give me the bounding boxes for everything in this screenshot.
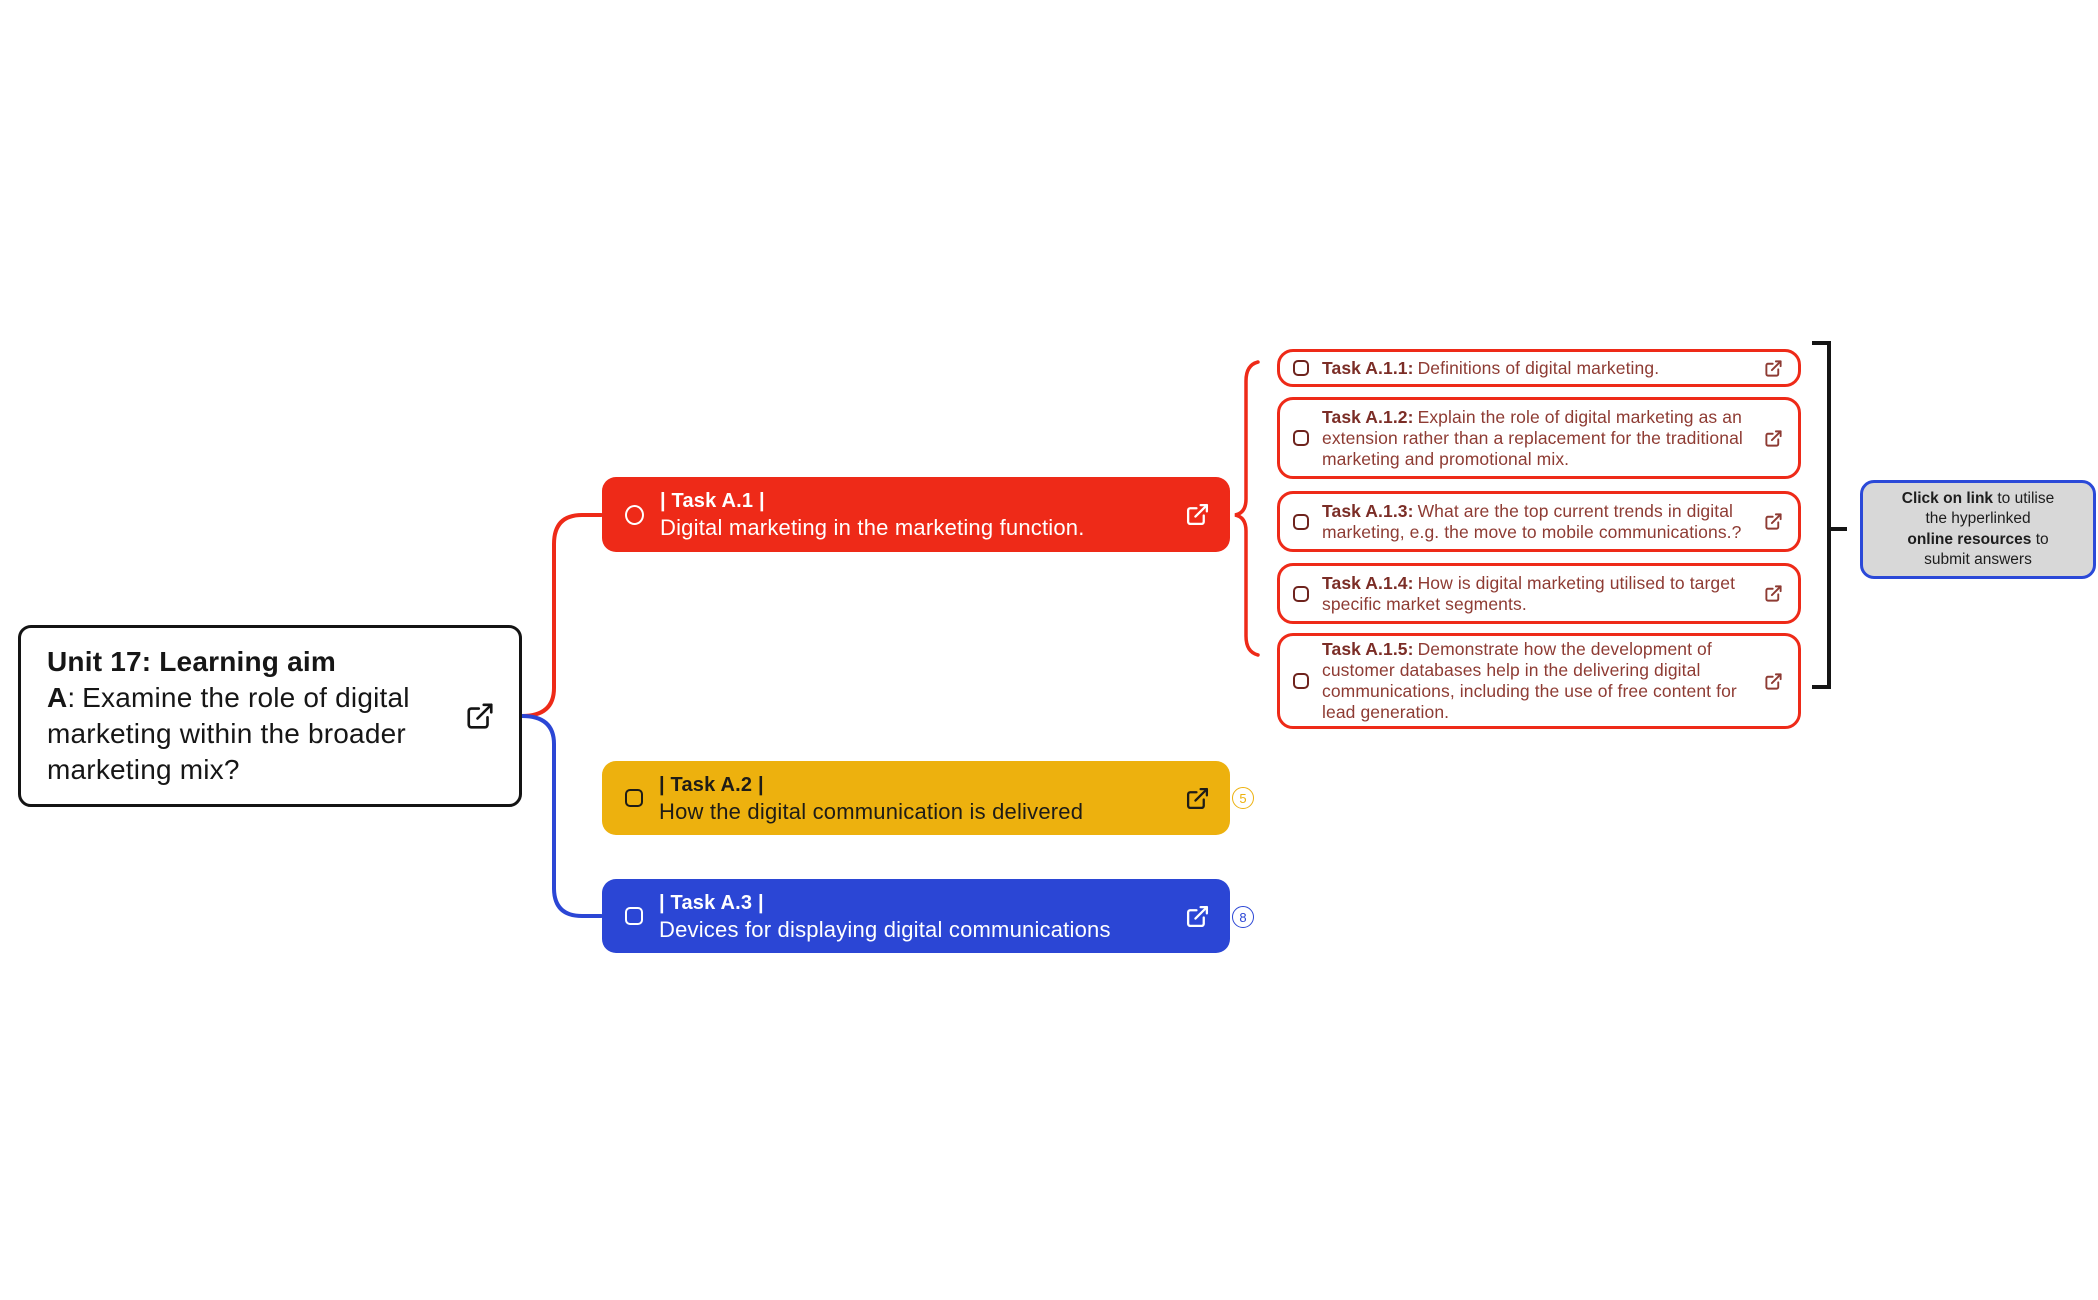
square-checkbox-icon[interactable] [625,789,643,807]
connector-root-to-task-a1 [522,515,601,716]
root-node[interactable] [18,625,522,807]
subtask-a13-body: What are the top current trends in digital marketing, e.g. the move to mobile communications.? [1322,500,1742,542]
task-a2-title: How the digital communication is delivered [659,798,1084,824]
external-link-icon[interactable] [1764,429,1783,448]
task-a3-title: Devices for displaying digital communications [659,916,1111,942]
square-checkbox-icon[interactable] [1293,673,1309,689]
subtask-node-a15[interactable] [1277,633,1801,729]
root-node-text [47,644,429,788]
root-question: Examine the role of digital marketing within the broader marketing mix? [47,682,410,785]
task-a3-label: | Task A.3 | [659,891,764,914]
collapsed-count-badge[interactable]: 5 [1232,787,1254,809]
collapsed-count-badge[interactable]: 8 [1232,906,1254,928]
subtask-a15-label: Task A.1.5: [1322,639,1414,659]
square-checkbox-icon[interactable] [1293,430,1309,446]
task-node-a1[interactable] [602,477,1230,552]
note-box[interactable] [1860,480,2096,579]
subtask-a13-label: Task A.1.3: [1322,500,1414,521]
note-line: the hyperlinked [1925,510,2031,527]
connector-root-to-task-a3 [522,716,601,916]
external-link-icon[interactable] [1185,502,1210,527]
subtask-node-a11[interactable] [1277,349,1801,387]
subtask-node-a12[interactable] [1277,397,1801,479]
square-checkbox-icon[interactable] [1293,586,1309,602]
subtask-node-a13[interactable] [1277,491,1801,552]
square-checkbox-icon[interactable] [625,907,643,925]
task-a3-text [659,890,1111,943]
note-line: submit answers [1924,551,2032,568]
external-link-icon[interactable] [465,701,495,731]
task-a2-label: | Task A.2 | [659,773,764,796]
task-a1-label: | Task A.1 | [660,490,765,512]
subtask-a14-label: Task A.1.4: [1322,572,1414,593]
subtask-a14-text [1322,573,1751,615]
subtask-a11-body: Definitions of digital marketing. [1417,357,1660,378]
task-a2-text [659,772,1083,825]
external-link-icon[interactable] [1764,359,1783,378]
subtask-node-a14[interactable] [1277,563,1801,624]
note-line: online resources to [1907,530,2049,548]
task-node-a2[interactable] [602,761,1230,835]
external-link-icon[interactable] [1764,512,1783,531]
root-title-colon: : [67,682,76,713]
external-link-icon[interactable] [1764,672,1783,691]
task-a1-title: Digital marketing in the marketing function. [660,515,1085,540]
subtask-a11-label: Task A.1.1: [1322,357,1414,378]
external-link-icon[interactable] [1764,584,1783,603]
subtask-a13-text [1322,501,1751,543]
note-line: Click on link to utilise [1901,489,2055,507]
root-title: Unit 17: Learning aim A [47,646,336,713]
subtask-a12-text [1322,407,1751,470]
external-link-icon[interactable] [1185,904,1210,929]
square-checkbox-icon[interactable] [1293,360,1309,376]
circle-checkbox-icon[interactable] [625,505,644,525]
subtask-a12-body: Explain the role of digital marketing as an extension rather than a replacement for the traditional marketing and promotional mix. [1322,406,1743,469]
external-link-icon[interactable] [1185,786,1210,811]
task-node-a3[interactable] [602,879,1230,953]
task-a1-text [660,488,1085,541]
subtask-a12-label: Task A.1.2: [1322,406,1414,427]
bracket-subtasks-to-note [1812,343,1847,687]
subtask-a14-body: How is digital marketing utilised to target specific market segments. [1322,572,1736,614]
brace-task-a1-to-subtasks [1235,362,1258,655]
subtask-a15-body: Demonstrate how the development of customer databases help in the delivering digital communications, including the use of free content for lead generation. [1322,639,1737,722]
square-checkbox-icon[interactable] [1293,514,1309,530]
subtask-a11-text [1322,358,1751,379]
subtask-a15-text [1322,639,1751,723]
